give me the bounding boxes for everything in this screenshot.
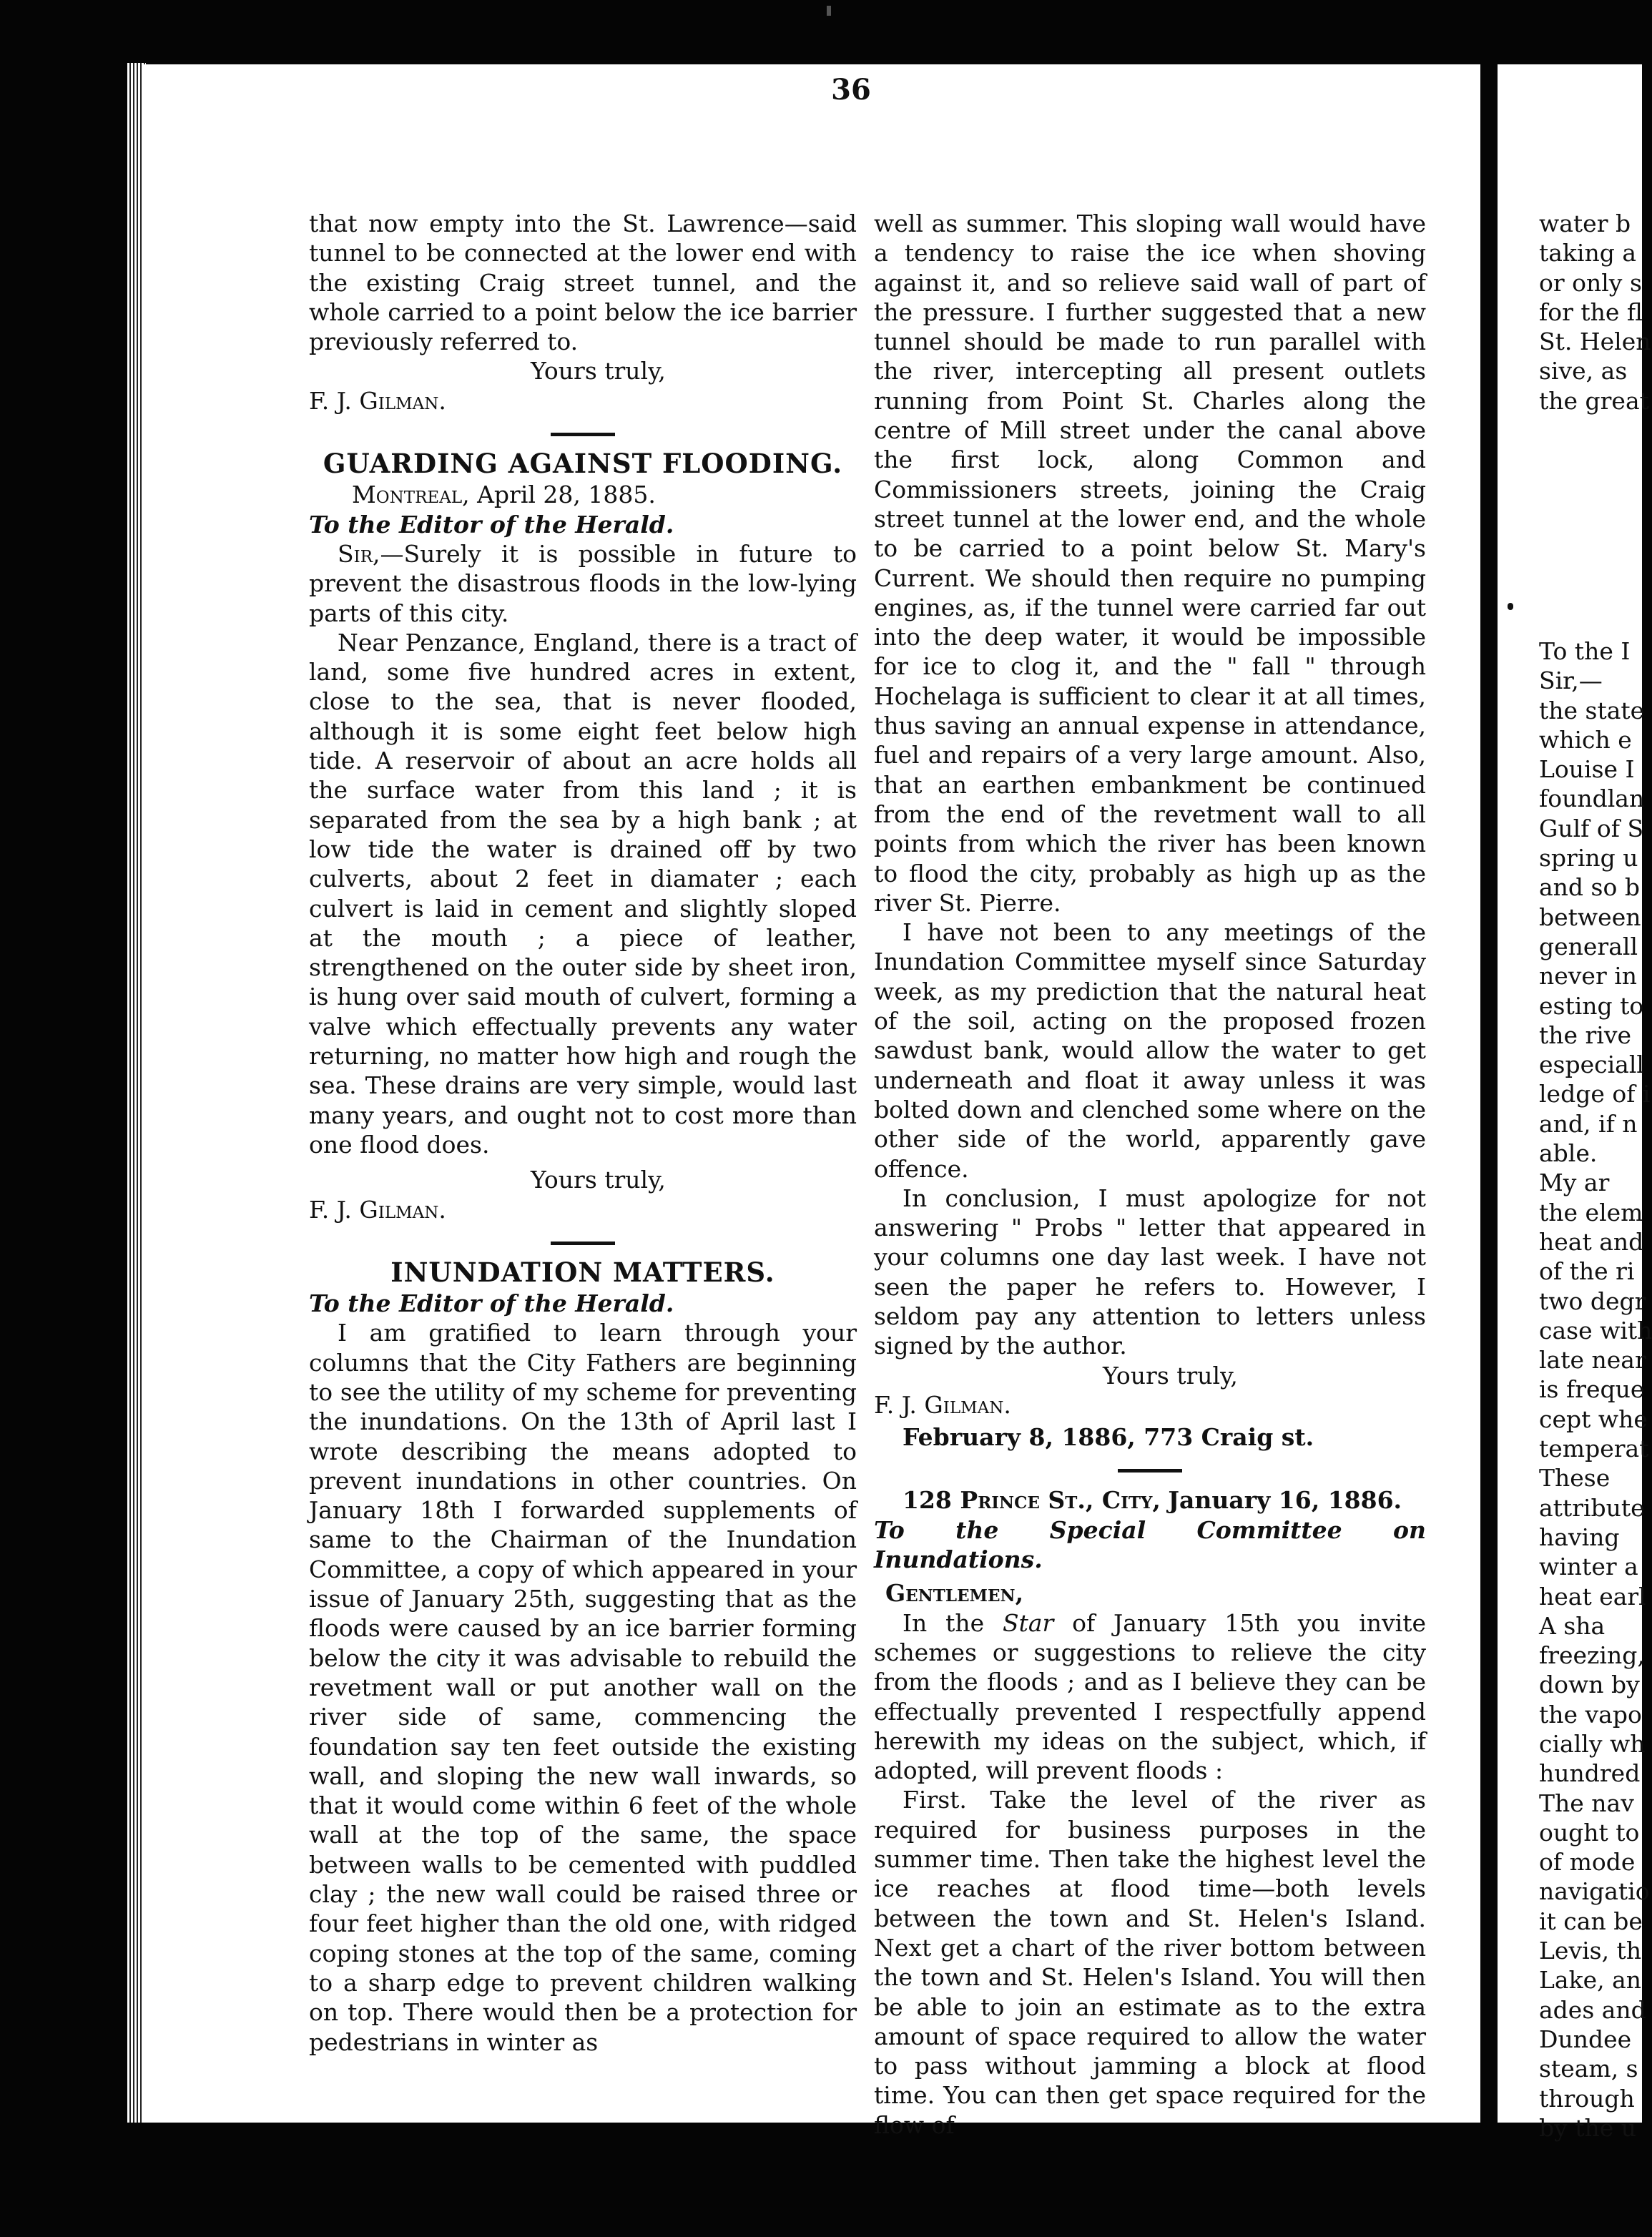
fragment-line: two degr: [1539, 1287, 1646, 1315]
fragment-line: through: [1539, 2084, 1635, 2113]
paragraph: In conclusion, I must apologize for not answering " Probs " letter that appeared in your columns one day last week. I have not seen the paper he refers to. However, I seldom pay any attention to letters unless signed by the author.: [874, 1184, 1426, 1360]
fragment-line: cially wh: [1539, 1729, 1646, 1758]
fragment-line: is freque: [1539, 1375, 1645, 1404]
fragment-line: foundlan: [1539, 785, 1645, 813]
dateline: [309, 480, 857, 509]
fragment-line: cept whe: [1539, 1405, 1648, 1433]
paragraph: I have not been to any meetings of the Inundation Committee myself since Saturday week, as my prediction that the natural heat of the soil, acting on the proposed frozen sawdust bank, would allow the water to get underneath and float it away unless it was bolted down and clenched some where on the other side of the world, apparently gave offence.: [874, 918, 1426, 1183]
fragment-line: it can be: [1539, 1907, 1643, 1935]
scan-mark: [827, 6, 831, 16]
signature: F. J. Gilman.: [309, 1195, 446, 1224]
fragment-line: Louise I: [1539, 755, 1635, 784]
divider: [1118, 1469, 1182, 1473]
fragment-line: the vapo: [1539, 1700, 1642, 1729]
fragment-line: especiall: [1539, 1051, 1644, 1079]
fragment-line: Lake, an: [1539, 1966, 1642, 1995]
paragraph: [874, 1608, 1426, 1786]
facing-page-fragment-bottom: [1539, 636, 1652, 2143]
paragraph: I am gratified to learn through your columns that the City Fathers are beginning to see the utility of my scheme for preventing the inundations. On the 13th of April last I wrote describing the means adopted to prevent inundations in other countries. On January 18th I forwarded supplements of same to the Chairman of the Inundation Committee, a copy of which appeared in your issue of January 25th, suggesting that as the floods were caused by an ice barrier forming below the city it was advisable to rebuild the revetment wall or put another wall on the river side of same, commencing the foundation say ten feet outside the existing wall, and sloping the new wall inwards, so that it would come within 6 feet of the whole wall at the top of the same, the space between walls to be cemented with puddled clay ; the new wall could be raised three or four feet higher than the old one, with ridged coping stones at the top of the same, coming to a sharp edge to prevent children walking on top. There would then be a protection for pedestrians in winter as: [309, 1319, 857, 2056]
addressee: To the Special Committee on Inundations.: [874, 1515, 1426, 1574]
fragment-line: spring u: [1539, 844, 1638, 872]
salutation: Gentlemen,: [885, 1579, 1024, 1608]
fragment-line: having: [1539, 1523, 1620, 1551]
date-address: February 8, 1886, 773 Craig st.: [903, 1423, 1314, 1452]
paragraph-text: In the: [903, 1608, 1003, 1637]
fragment-line: Levis, th: [1539, 1937, 1642, 1965]
paragraph: [309, 539, 857, 628]
fragment-line: sive, as: [1539, 357, 1628, 385]
fragment-line: water b: [1539, 210, 1631, 237]
fragment-line: heat earl: [1539, 1582, 1646, 1611]
right-column: [874, 209, 1426, 2140]
fragment-line: or only s: [1539, 268, 1642, 297]
closing: Yours truly,: [1103, 1361, 1238, 1390]
fragment-line: The nav: [1539, 1789, 1634, 1817]
fragment-line: between: [1539, 903, 1641, 931]
addressee: To the Editor of the Herald.: [309, 510, 674, 539]
ink-spot: [1508, 603, 1513, 610]
fragment-line: esting to: [1539, 991, 1644, 1020]
fragment-line: attribute: [1539, 1493, 1645, 1522]
paragraph-text: —Surely it is possible in future to prevent the disastrous floods in the low-lying parts of this city.: [309, 539, 857, 627]
fragment-line: the great: [1539, 386, 1649, 415]
fragment-line: for the fl: [1539, 298, 1643, 326]
fragment-line: generall: [1539, 932, 1638, 960]
paragraph: that now empty into the St. Lawrence—said tunnel to be connected at the lower end with the existing Craig street tunnel, and the whole carried to a point below the ice barrier previously referred to.: [309, 210, 857, 356]
signature: F. J. Gilman.: [309, 386, 446, 415]
fragment-line: temperat: [1539, 1435, 1649, 1463]
fragment-line: Dundee: [1539, 2025, 1632, 2053]
fragment-line: the elem: [1539, 1198, 1643, 1226]
paragraph-text: of January 15th you invite schemes or suggestions to relieve the city from the floods ; and as I believe they can be effectually prevented I respectfully append herewith my ideas on the subject, which, if adopted, will prevent floods :: [874, 1608, 1427, 1785]
page-number: 36: [831, 73, 871, 107]
paragraph: Near Penzance, England, there is a tract of land, some five hundred acres in extent, close to the sea, that is never flooded, although it is some eight feet below high tide. A reservoir of about an acre holds all the surface water from this land ; it is separated from the sea by a high bank ; at low tide the water is drained off by two culverts, about 2 feet in diamater ; each culvert is laid in cement and slightly sloped at the mouth ; a piece of leather, strengthened on the outer side by sheet iron, is hung over said mouth of culvert, forming a valve which effectually prevents any water returning, no matter how high and rough the sea. These drains are very simple, would last many years, and ought not to cost more than one flood does.: [309, 628, 857, 1159]
paragraph: well as summer. This sloping wall would have a tendency to raise the ice when shoving against it, and so relieve said wall of part of the pressure. I further suggested that a new tunnel should be made to run parallel with the river, intercepting all present outlets running from Point St. Charles along the centre of Mill street under the canal above the first lock, along Common and Commissioners streets, joining the Craig street tunnel at the lower end, and the whole to be carried to a point below St. Mary's Current. We should then require no pumping engines, as, if the tunnel were carried far out into the deep water, it would be impossible for ice to clog it, and the " fall " through Hochelaga is sufficient to clear it at all times, thus saving an annual expense in attendance, fuel and repairs of a very large amount. Also, that an earthen embankment be continued from the end of the revetment wall to all points from which the river has been known to flood the city, probably as high up as the river St. Pierre.: [874, 210, 1426, 917]
fragment-line: of the ri: [1539, 1257, 1635, 1286]
fragment-line: Gulf of S: [1539, 814, 1644, 842]
fragment-line: navigatio: [1539, 1877, 1650, 1906]
fragment-line: taking a: [1539, 239, 1637, 267]
fragment-line: heat and: [1539, 1227, 1644, 1256]
divider: [551, 1242, 615, 1245]
dateline-date: April 28, 1885.: [477, 481, 656, 509]
fragment-line: hundred: [1539, 1759, 1641, 1788]
article-heading: GUARDING AGAINST FLOODING.: [323, 448, 843, 480]
newspaper-name: Star: [1002, 1608, 1054, 1637]
fragment-line: freezing,: [1539, 1641, 1645, 1670]
facing-page-fragment-top: [1539, 209, 1651, 416]
address-date: January 16, 1886.: [1168, 1486, 1402, 1515]
fragment-line: steam, s: [1539, 2055, 1638, 2083]
fragment-line: These: [1539, 1464, 1611, 1493]
fragment-line: My ar: [1539, 1169, 1610, 1197]
fragment-line: able.: [1539, 1139, 1598, 1168]
left-column: [309, 209, 857, 2057]
fragment-line: ought to: [1539, 1818, 1640, 1847]
dateline-place: Montreal,: [352, 481, 470, 509]
fragment-line: A sha: [1539, 1611, 1606, 1640]
paragraph: First. Take the level of the river as required for business purposes in the summer time. Then take the highest level the ice reaches at flood time—both levels between the town and St. Helen's Island. Next get a chart of the river bottom between the town and St. Helen's Island. You will then be able to join an estimate as to the extra amount of space required to allow the water to pass without jamming a block at flood time. You can then get space required for the flow of: [874, 1786, 1426, 2139]
fragment-line: ledge of i: [1539, 1080, 1651, 1108]
divider: [551, 433, 615, 436]
salutation: Sir,: [338, 539, 380, 568]
fragment-line: St. Helen: [1539, 328, 1651, 356]
fragment-line: never in: [1539, 962, 1638, 990]
fragment-line: case with: [1539, 1316, 1652, 1344]
fragment-line: the state: [1539, 696, 1645, 724]
fragment-line: To the I: [1539, 637, 1631, 665]
fragment-line: which e: [1539, 725, 1632, 754]
article-heading: INUNDATION MATTERS.: [390, 1256, 775, 1288]
fragment-line: by the u: [1539, 2113, 1637, 2142]
address-street: 128 Prince St., City,: [903, 1486, 1161, 1515]
fragment-line: Sir,—: [1539, 667, 1603, 695]
closing: Yours truly,: [531, 1166, 666, 1194]
address-line: [874, 1485, 1426, 1515]
fragment-line: down by: [1539, 1671, 1640, 1699]
signature: F. J. Gilman.: [874, 1390, 1011, 1419]
fragment-line: and, if n: [1539, 1109, 1638, 1138]
fragment-line: and so b: [1539, 873, 1640, 902]
fragment-line: late near: [1539, 1346, 1646, 1375]
fragment-line: of mode: [1539, 1848, 1636, 1877]
fragment-line: ades and: [1539, 1995, 1646, 2024]
closing: Yours truly,: [531, 357, 666, 385]
fragment-line: the rive: [1539, 1021, 1632, 1049]
addressee: To the Editor of the Herald.: [309, 1289, 674, 1318]
fragment-line: winter a: [1539, 1553, 1638, 1581]
